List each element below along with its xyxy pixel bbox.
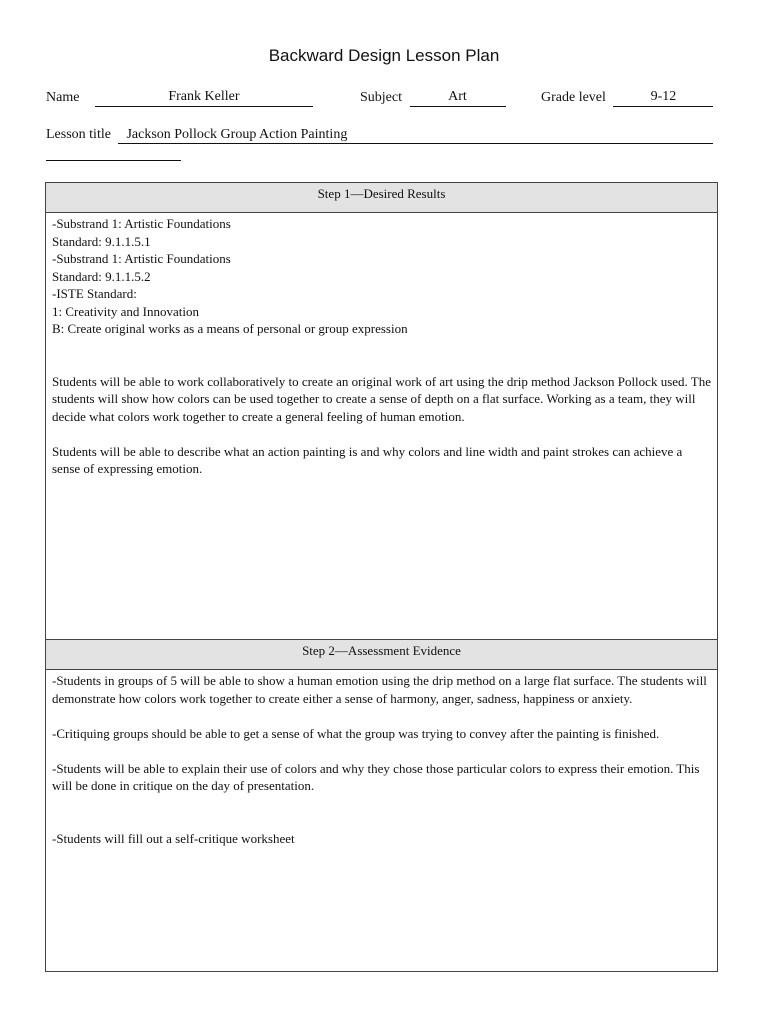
grade-label: Grade level (541, 90, 606, 105)
standard-line: 1: Creativity and Innovation (52, 303, 199, 319)
lesson-title-label: Lesson title (46, 127, 111, 142)
objective-paragraph: Students will be able to work collaboratively to create an original work of art using the drip method Jackson Pollock used. The students will show how colors can be used together to create a sense of depth on a flat surface. Working as a team, they will decide what colors work together to create a general feeling of human emotion. (52, 373, 711, 424)
step1-heading: Step 1—Desired Results (46, 183, 717, 213)
assessment-paragraph: -Students will be able to explain their use of colors and why they chose those particular colors to express their emotion. This will be done in critique on the day of presentation. (52, 760, 700, 793)
standard-line: Standard: 9.1.1.5.1 (52, 233, 151, 249)
lesson-title-continuation-line (46, 160, 181, 161)
objective-paragraph: Students will be able to describe what an action painting is and why colors and line width and paint strokes can achieve a sense of expressing emotion. (52, 443, 683, 476)
standard-line: -Substrand 1: Artistic Foundations (52, 251, 231, 266)
assessment-paragraph: -Students in groups of 5 will be able to show a human emotion using the drip method on a large flat surface. The students will demonstrate how colors work together to create either a sense of harmony, anger, sadness, happiness or anxiety. (52, 673, 707, 706)
lesson-title-row (46, 126, 713, 144)
name-row (46, 88, 313, 107)
assessment-paragraph: -Students will fill out a self-critique worksheet (52, 830, 295, 846)
grade-field[interactable]: 9-12 (613, 88, 713, 107)
step2-heading: Step 2—Assessment Evidence (46, 640, 717, 670)
step1-section (45, 182, 718, 640)
assessment-paragraph: -Critiquing groups should be able to get a sense of what the group was trying to convey after the painting is finished. (52, 725, 660, 741)
standard-line: B: Create original works as a means of personal or group expression (52, 321, 408, 336)
page-title: Backward Design Lesson Plan (268, 46, 500, 65)
subject-label: Subject (360, 90, 402, 105)
standard-line: Standard: 9.1.1.5.2 (52, 268, 151, 284)
standard-line: -ISTE Standard: (52, 286, 137, 301)
step1-body (46, 213, 717, 478)
name-field[interactable]: Frank Keller (95, 88, 313, 107)
standard-line: -Substrand 1: Artistic Foundations (52, 216, 231, 231)
lesson-title-field[interactable]: Jackson Pollock Group Action Painting (118, 126, 713, 144)
step2-section (45, 639, 718, 972)
step2-body (46, 670, 717, 847)
name-label: Name (46, 90, 80, 105)
subject-row (360, 88, 506, 107)
subject-field[interactable]: Art (410, 88, 506, 107)
grade-row (541, 88, 713, 107)
